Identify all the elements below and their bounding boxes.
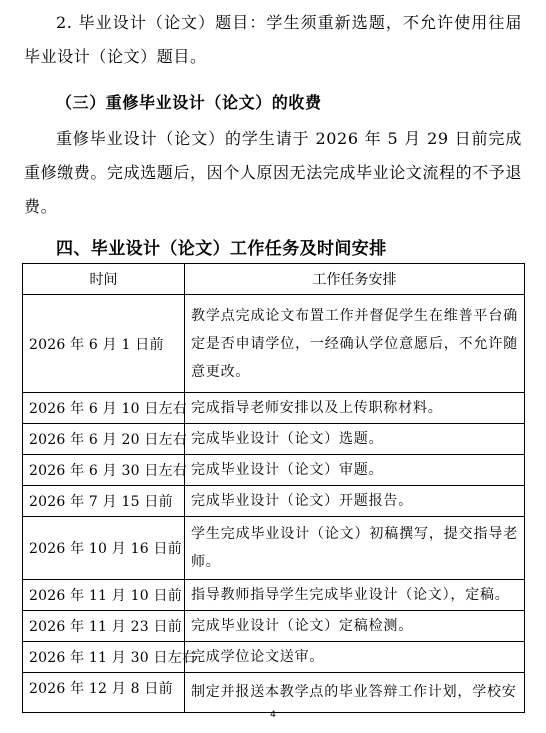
table-row <box>23 673 525 713</box>
task-cell: 完成毕业设计（论文）审题。 <box>185 455 525 486</box>
section-heading-schedule: 四、毕业设计（论文）工作任务及时间安排 <box>56 239 387 259</box>
task-cell: 制定并报送本教学点的毕业答辩工作计划，学校安 <box>185 673 525 713</box>
table-header-row <box>23 264 525 295</box>
time-cell: 2026 年 6 月 10 日左右 <box>23 393 185 424</box>
time-cell: 2026 年 6 月 20 日左右 <box>23 424 185 455</box>
page-number: 4 <box>270 710 276 720</box>
table-row <box>23 393 525 424</box>
time-cell: 2026 年 6 月 1 日前 <box>23 295 185 393</box>
time-cell: 2026 年 11 月 23 日前 <box>23 611 185 642</box>
task-cell: 学生完成毕业设计（论文）初稿撰写，提交指导老师。 <box>185 517 525 580</box>
paragraph-fee-rule: 重修毕业设计（论文）的学生请于 2026 年 5 月 29 日前完成重修缴费。完成选题后，因个人原因无法完成毕业论文流程的不予退费。 <box>24 129 523 216</box>
time-cell: 2026 年 12 月 8 日前 <box>23 673 185 713</box>
column-header-time: 时间 <box>23 264 185 295</box>
table-row <box>23 580 525 611</box>
time-cell: 2026 年 11 月 30 日左右 <box>23 642 185 673</box>
schedule-table <box>22 263 525 713</box>
time-cell: 2026 年 11 月 10 日前 <box>23 580 185 611</box>
table-row <box>23 295 525 393</box>
table-row <box>23 455 525 486</box>
time-cell: 2026 年 10 月 16 日前 <box>23 517 185 580</box>
table-row <box>23 611 525 642</box>
paragraph-topic-rule-text: 2. 毕业设计（论文）题目：学生须重新选题，不允许使用往届毕业设计（论文）题目。 <box>24 13 522 66</box>
task-cell: 指导教师指导学生完成毕业设计（论文），定稿。 <box>185 580 525 611</box>
column-header-task: 工作任务安排 <box>185 264 525 295</box>
paragraph-topic-rule <box>24 6 522 74</box>
table-row <box>23 642 525 673</box>
task-cell: 完成毕业设计（论文）选题。 <box>185 424 525 455</box>
time-cell: 2026 年 7 月 15 日前 <box>23 486 185 517</box>
time-cell: 2026 年 6 月 30 日左右 <box>23 455 185 486</box>
task-cell: 完成毕业设计（论文）定稿检测。 <box>185 611 525 642</box>
task-cell: 教学点完成论文布置工作并督促学生在维普平台确定是否申请学位，一经确认学位意愿后，不允许随意更改。 <box>185 295 525 393</box>
table-row <box>23 517 525 580</box>
task-cell: 完成毕业设计（论文）开题报告。 <box>185 486 525 517</box>
table-row <box>23 424 525 455</box>
task-cell: 完成指导老师安排以及上传职称材料。 <box>185 393 525 424</box>
subsection-heading-fee: （三）重修毕业设计（论文）的收费 <box>56 93 322 112</box>
table-row <box>23 486 525 517</box>
task-cell: 完成学位论文送审。 <box>185 642 525 673</box>
